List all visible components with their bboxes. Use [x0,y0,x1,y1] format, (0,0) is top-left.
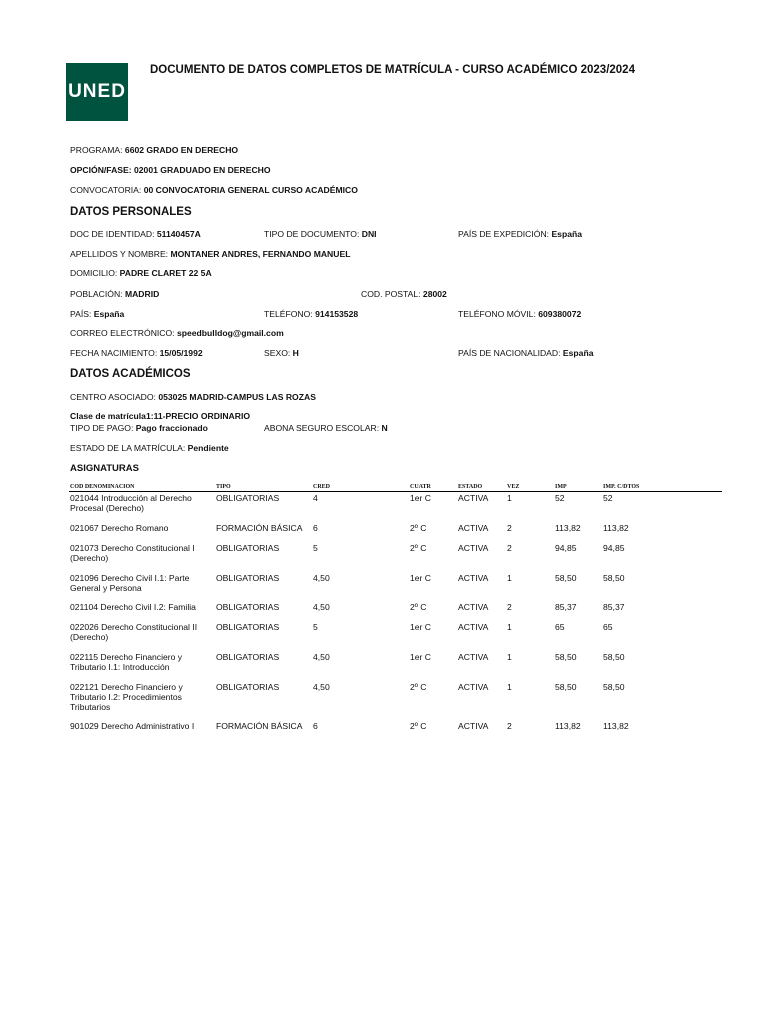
cell-cred: 4,50 [313,573,330,583]
tipo-documento-field: TIPO DE DOCUMENTO: DNI [264,229,377,239]
cell-denominacion: 022121 Derecho Financiero y Tributario I.2: Procedimientos Tributarios [70,682,183,712]
cell-imp-dtos: 58,50 [603,652,625,662]
cell-denominacion: 901029 Derecho Administrativo I [70,721,195,731]
cell-cuatr: 2º C [410,602,427,612]
cell-estado: ACTIVA [458,721,489,731]
document-title: DOCUMENTO DE DATOS COMPLETOS DE MATRÍCULA - CURSO ACADÉMICO 2023/2024 [150,64,635,76]
cell-tipo: OBLIGATORIAS [216,622,280,632]
cell-vez: 2 [507,602,512,612]
cell-cred: 4 [313,493,318,503]
cell-cuatr: 1er C [410,652,432,662]
doc-identidad-field: DOC DE IDENTIDAD: 51140457A [70,229,201,239]
cell-estado: ACTIVA [458,523,489,533]
seguro-escolar-field: ABONA SEGURO ESCOLAR: N [264,423,388,433]
cell-imp: 113,82 [555,523,581,533]
cell-imp-dtos: 52 [603,493,613,503]
cell-imp: 113,82 [555,721,581,731]
cell-cred: 6 [313,523,318,533]
tipo-pago-field: TIPO DE PAGO: Pago fraccionado [70,423,208,433]
cell-vez: 2 [507,543,512,553]
cell-cuatr: 2º C [410,721,427,731]
clase-matricula-field: Clase de matrícula1:11-PRECIO ORDINARIO [70,411,251,421]
nacionalidad-field: PAÍS DE NACIONALIDAD: España [458,348,594,358]
cell-cred: 6 [313,721,318,731]
col-header-imp-dtos: IMP. C/DTOS [603,484,640,490]
col-header-cred: CRED [313,484,331,490]
opcion-field: OPCIÓN/FASE: 02001 GRADUADO EN DERECHO [70,165,271,175]
cell-estado: ACTIVA [458,493,489,503]
logo-text: UNED [68,81,126,102]
col-header-imp: IMP [555,484,567,490]
cell-imp-dtos: 113,82 [603,721,629,731]
asignaturas-heading: ASIGNATURAS [70,463,139,474]
cell-tipo: OBLIGATORIAS [216,682,280,692]
cell-imp: 58,50 [555,652,577,662]
cell-cuatr: 2º C [410,543,427,553]
cell-cred: 4,50 [313,602,330,612]
programa-field: PROGRAMA: 6602 GRADO EN DERECHO [70,145,239,155]
cell-estado: ACTIVA [458,602,489,612]
cell-cuatr: 2º C [410,682,427,692]
cell-imp-dtos: 65 [603,622,613,632]
cell-vez: 1 [507,573,512,583]
cell-estado: ACTIVA [458,573,489,583]
cell-estado: ACTIVA [458,622,489,632]
cell-denominacion: 021096 Derecho Civil I.1: Parte General y Persona [70,573,190,593]
nacimiento-field: FECHA NACIMIENTO: 15/05/1992 [70,348,203,358]
cell-imp: 58,50 [555,573,577,583]
cell-tipo: OBLIGATORIAS [216,602,280,612]
cell-imp-dtos: 58,50 [603,682,625,692]
cell-imp: 85,37 [555,602,577,612]
cell-cuatr: 1er C [410,573,432,583]
cell-imp: 52 [555,493,565,503]
pais-expedicion-field: PAÍS DE EXPEDICIÓN: España [458,229,583,239]
sexo-field: SEXO: H [264,348,299,358]
cell-vez: 1 [507,493,512,503]
cell-cuatr: 1er C [410,493,432,503]
cell-imp-dtos: 85,37 [603,602,625,612]
cell-vez: 1 [507,682,512,692]
cell-estado: ACTIVA [458,652,489,662]
estado-matricula-field: ESTADO DE LA MATRÍCULA: Pendiente [70,443,229,453]
cell-imp-dtos: 113,82 [603,523,629,533]
cell-tipo: OBLIGATORIAS [216,652,280,662]
centro-asociado-field: CENTRO ASOCIADO: 053025 MADRID-CAMPUS LAS ROZAS [70,392,316,402]
telefono-field: TELÉFONO: 914153528 [264,309,359,319]
cell-vez: 2 [507,721,512,731]
table-header-rule [69,491,722,492]
cell-imp-dtos: 94,85 [603,543,625,553]
pais-field: PAÍS: España [70,309,125,319]
cell-denominacion: 022115 Derecho Financiero y Tributario I.1: Introducción [70,652,183,672]
cell-vez: 1 [507,622,512,632]
correo-field: CORREO ELECTRÓNICO: speedbulldog@gmail.com [70,328,284,338]
cell-denominacion: 021073 Derecho Constitucional I (Derecho) [70,543,195,563]
cell-cred: 5 [313,543,318,553]
cell-denominacion: 021044 Introducción al Derecho Procesal (Derecho) [70,493,192,513]
cell-tipo: OBLIGATORIAS [216,543,280,553]
cell-denominacion: 022026 Derecho Constitucional II (Derecho) [70,622,198,642]
cod-postal-field: COD. POSTAL: 28002 [361,289,447,299]
cell-denominacion: 021067 Derecho Romano [70,523,169,533]
cell-estado: ACTIVA [458,682,489,692]
col-header-cuatr: CUATR [410,484,431,490]
poblacion-field: POBLACIÓN: MADRID [70,289,160,299]
nombre-field: APELLIDOS Y NOMBRE: MONTANER ANDRES, FERNANDO MANUEL [70,249,351,259]
col-header-estado: ESTADO [458,484,483,490]
cell-imp-dtos: 58,50 [603,573,625,583]
col-header-tipo: TIPO [216,484,231,490]
col-header-vez: VEZ [507,484,520,490]
cell-cuatr: 1er C [410,622,432,632]
uned-logo [66,63,128,121]
cell-vez: 1 [507,652,512,662]
domicilio-field: DOMICILIO: PADRE CLARET 22 5A [70,268,212,278]
cell-tipo: FORMACIÓN BÁSICA [216,523,303,533]
convocatoria-field: CONVOCATORIA: 00 CONVOCATORIA GENERAL CURSO ACADÉMICO [70,185,358,195]
cell-imp: 65 [555,622,565,632]
cell-cred: 5 [313,622,318,632]
cell-cred: 4,50 [313,652,330,662]
datos-personales-heading: DATOS PERSONALES [70,206,192,218]
cell-imp: 94,85 [555,543,577,553]
cell-tipo: OBLIGATORIAS [216,493,280,503]
col-header-denominacion: COD DENOMINACION [70,484,135,490]
cell-tipo: FORMACIÓN BÁSICA [216,721,303,731]
cell-vez: 2 [507,523,512,533]
cell-cuatr: 2º C [410,523,427,533]
movil-field: TELÉFONO MÓVIL: 609380072 [458,309,582,319]
cell-imp: 58,50 [555,682,577,692]
cell-tipo: OBLIGATORIAS [216,573,280,583]
cell-estado: ACTIVA [458,543,489,553]
datos-academicos-heading: DATOS ACADÉMICOS [70,368,191,380]
cell-cred: 4,50 [313,682,330,692]
cell-denominacion: 021104 Derecho Civil I.2: Familia [70,602,196,612]
